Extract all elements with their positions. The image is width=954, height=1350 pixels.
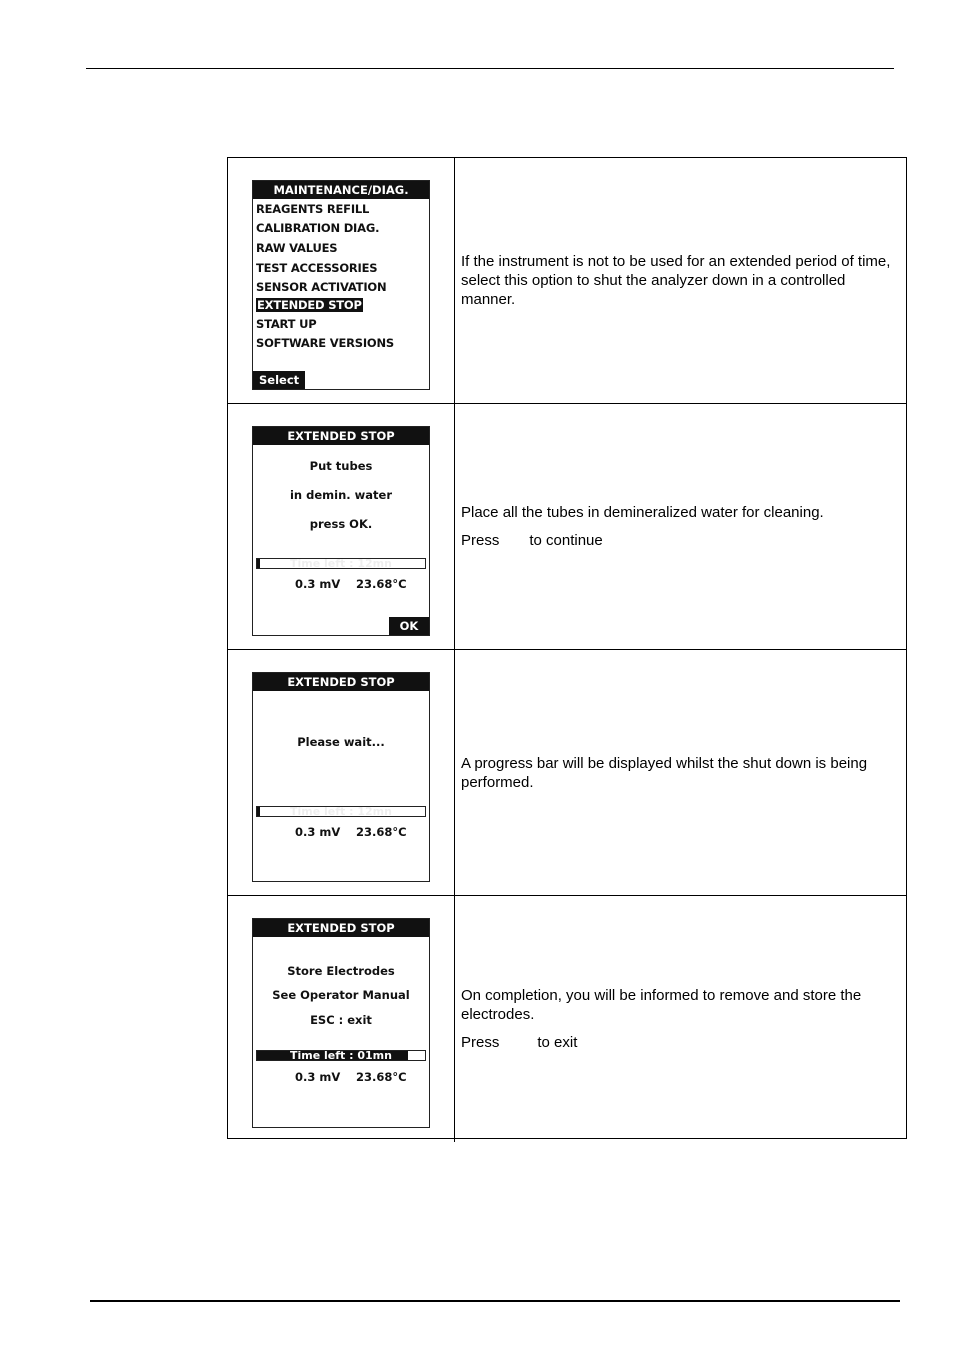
lcd-title: EXTENDED STOP [253, 427, 429, 445]
progress-bar [256, 806, 426, 817]
time-left-label: Time left : 12mn [290, 805, 392, 818]
lcd-message-line: See Operator Manual [272, 988, 410, 1002]
press-instruction [461, 1033, 900, 1052]
description-cell [455, 404, 906, 649]
lcd-screen-please-wait [252, 672, 430, 882]
lcd-message-line: ESC : exit [310, 1013, 372, 1027]
description-cell [455, 650, 906, 895]
lcd-title: EXTENDED STOP [253, 919, 429, 937]
lcd-title: EXTENDED STOP [253, 673, 429, 691]
time-left-label: Time left : 12mn [290, 557, 392, 570]
press-action: to continue [529, 532, 603, 549]
table-row [228, 650, 906, 896]
millivolt-value: 0.3 mV [295, 1070, 341, 1084]
lcd-message-line: Please wait... [297, 735, 385, 749]
menu-item-start-up[interactable]: START UP [256, 317, 317, 331]
lcd-message-line: press OK. [309, 517, 373, 531]
menu-item-extended-stop[interactable]: EXTENDED STOP [257, 298, 362, 312]
millivolt-value: 0.3 mV [295, 825, 341, 839]
progress-bar [256, 558, 426, 569]
ok-softkey[interactable]: OK [389, 617, 429, 635]
header-rule [86, 68, 894, 69]
menu-item-test-accessories[interactable]: TEST ACCESSORIES [256, 261, 378, 275]
description-cell [455, 158, 906, 403]
table-row [228, 404, 906, 650]
press-instruction [461, 531, 900, 550]
lcd-screen-maintenance [252, 180, 430, 390]
description-text: If the instrument is not to be used for an extended period of time, select this option to shut the analyzer down in a controlled manner. [461, 253, 891, 308]
lcd-screen-store-electrodes [252, 918, 430, 1128]
screen-cell [228, 404, 455, 649]
footer-rule [90, 1300, 900, 1302]
lcd-message-line: Store Electrodes [287, 964, 395, 978]
procedure-table [227, 157, 907, 1139]
temperature-value: 23.68°C [356, 577, 407, 591]
description-text: On completion, you will be informed to remove and store the electrodes. [461, 987, 862, 1023]
press-label: Press [461, 532, 500, 549]
menu-item-reagents-refill[interactable]: REAGENTS REFILL [256, 202, 370, 216]
temperature-value: 23.68°C [356, 825, 407, 839]
select-softkey[interactable]: Select [253, 371, 305, 389]
table-row [228, 158, 906, 404]
table-row [228, 896, 906, 1142]
lcd-screen-put-tubes [252, 426, 430, 636]
screen-cell [228, 650, 455, 895]
description-text: Place all the tubes in demineralized water for cleaning. [461, 504, 824, 521]
menu-item-sensor-activation[interactable]: SENSOR ACTIVATION [256, 280, 387, 294]
lcd-message-line: in demin. water [289, 488, 392, 502]
description-cell [455, 896, 906, 1142]
time-left-label: Time left : 01mn [290, 1049, 392, 1062]
temperature-value: 23.68°C [356, 1070, 407, 1084]
menu-item-calibration-diag[interactable]: CALIBRATION DIAG. [256, 221, 380, 235]
description-text: A progress bar will be displayed whilst the shut down is being performed. [461, 754, 868, 791]
press-action: to exit [537, 1034, 578, 1051]
press-label: Press [461, 1034, 500, 1051]
millivolt-value: 0.3 mV [295, 577, 341, 591]
screen-cell [228, 896, 455, 1142]
progress-bar [256, 1050, 426, 1061]
lcd-message-line: Put tubes [309, 459, 373, 473]
screen-cell [228, 158, 455, 403]
menu-item-software-versions[interactable]: SOFTWARE VERSIONS [256, 336, 394, 350]
menu-item-raw-values[interactable]: RAW VALUES [256, 241, 338, 255]
lcd-title: MAINTENANCE/DIAG. [253, 181, 429, 199]
